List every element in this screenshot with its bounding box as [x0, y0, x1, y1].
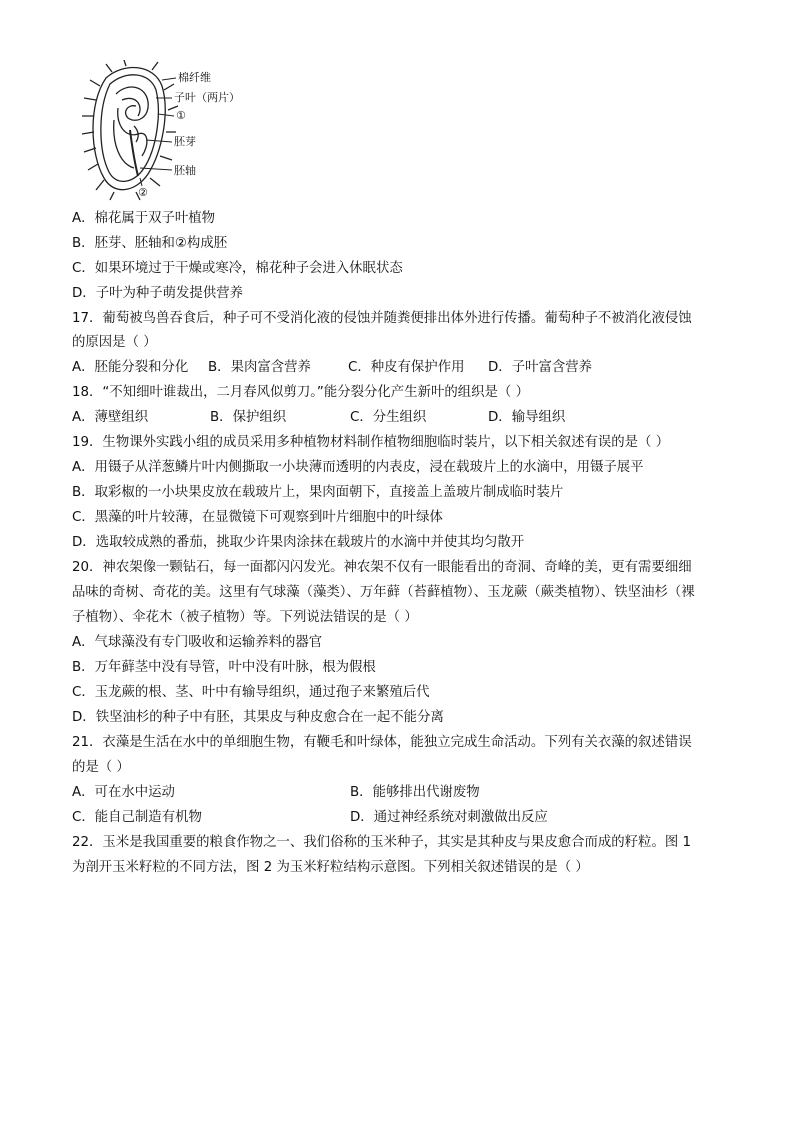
q17-stem-line-1: 17．葡萄被鸟兽吞食后，种子可不受消化液的侵蚀并随粪便排出体外进行传播。葡萄种子不被消化液侵蚀	[72, 311, 692, 326]
q18-option-a: A．薄壁组织	[72, 410, 149, 425]
figure-label-cotton-fiber: 棉纤维	[178, 71, 211, 84]
q18-option-d: D．输导组织	[488, 410, 566, 425]
q19-option-d: D．选取较成熟的番茄，挑取少许果肉涂抹在载玻片的水滴中并使其均匀散开	[72, 535, 525, 550]
figure-label-plumule: 胚芽	[174, 135, 196, 148]
q20-stem-line-3: 子植物）、伞花木（被子植物）等。下列说法错误的是（ ）	[72, 610, 418, 625]
q16-option-a: A．棉花属于双子叶植物	[72, 211, 216, 226]
q18-stem: 18．“不知细叶谁裁出，二月春风似剪刀。”能分裂分化产生新叶的组织是（ ）	[72, 385, 529, 400]
cotton-seed-figure	[76, 60, 256, 202]
figure-label-hypocotyl: 胚轴	[174, 164, 196, 177]
q16-option-c: C．如果环境过于干燥或寒冷，棉花种子会进入休眠状态	[72, 261, 403, 276]
q20-stem-line-1: 20．神农架像一颗钻石，每一面都闪闪发光。神农架不仅有一眼能看出的奇洞、奇峰的美，更有需要细细	[72, 560, 692, 575]
figure-label-1: ①	[176, 109, 186, 122]
q22-stem-line-1: 22．玉米是我国重要的粮食作物之一、我们俗称的玉米种子，其实是其种皮与果皮愈合而成的籽粒。图 1	[72, 835, 691, 850]
cotton-seed-diagram	[76, 60, 256, 202]
figure-label-2: ②	[138, 186, 148, 199]
q21-stem-line-2: 的是（ ）	[72, 760, 130, 775]
q17-stem-line-2: 的原因是（ ）	[72, 335, 157, 350]
q21-option-a: A．可在水中运动	[72, 785, 175, 800]
q17-option-b: B．果肉富含营养	[208, 360, 311, 375]
q17-option-a: A．胚能分裂和分化	[72, 360, 189, 375]
q20-option-c: C．玉龙蕨的根、茎、叶中有输导组织，通过孢子来繁殖后代	[72, 685, 430, 700]
q19-option-a: A．用镊子从洋葱鳞片叶内侧撕取一小块薄而透明的内表皮，浸在载玻片上的水滴中，用镊子展平	[72, 460, 644, 475]
q22-stem-line-2: 为剖开玉米籽粒的不同方法，图 2 为玉米籽粒结构示意图。下列相关叙述错误的是（ ）	[72, 860, 589, 875]
q19-option-b: B．取彩椒的一小块果皮放在载玻片上，果肉面朝下，直接盖上盖玻片制成临时装片	[72, 485, 564, 500]
q21-option-d: D．通过神经系统对刺激做出反应	[350, 810, 548, 825]
q17-option-c: C．种皮有保护作用	[348, 360, 465, 375]
q18-option-c: C．分生组织	[350, 410, 427, 425]
q17-option-d: D．子叶富含营养	[488, 360, 593, 375]
q19-stem: 19．生物课外实践小组的成员采用多种植物材料制作植物细胞临时装片，以下相关叙述有误的是（ ）	[72, 435, 670, 450]
q16-option-d: D．子叶为种子萌发提供营养	[72, 286, 243, 301]
q20-option-d: D．铁坚油杉的种子中有胚，其果皮与种皮愈合在一起不能分离	[72, 710, 444, 725]
q18-option-b: B．保护组织	[210, 410, 287, 425]
q21-option-b: B．能够排出代谢废物	[350, 785, 480, 800]
q20-option-b: B．万年藓茎中没有导管，叶中没有叶脉，根为假根	[72, 660, 376, 675]
q20-stem-line-2: 品味的奇树、奇花的美。这里有气球藻（藻类）、万年藓（苔藓植物）、玉龙蕨（蕨类植物）、铁坚油杉（裸	[72, 585, 695, 600]
q21-stem-line-1: 21．衣藻是生活在水中的单细胞生物，有鞭毛和叶绿体，能独立完成生命活动。下列有关衣藻的叙述错误	[72, 735, 692, 750]
q21-option-c: C．能自己制造有机物	[72, 810, 202, 825]
figure-label-cotyledon: 子叶（两片）	[174, 91, 240, 104]
q20-option-a: A．气球藻没有专门吸收和运输养料的器官	[72, 635, 323, 650]
q19-option-c: C．黑藻的叶片较薄，在显微镜下可观察到叶片细胞中的叶绿体	[72, 510, 443, 525]
q16-option-b: B．胚芽、胚轴和②构成胚	[72, 236, 228, 251]
